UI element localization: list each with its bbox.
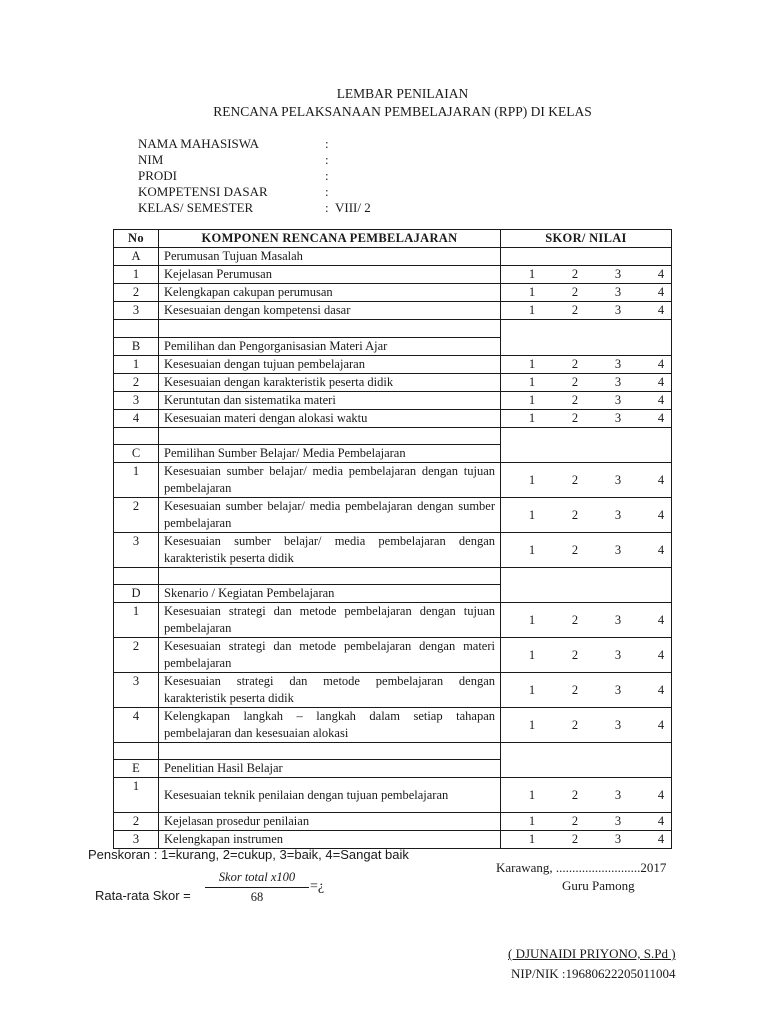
item-row [114,302,672,320]
score-option: 3 [614,832,622,846]
score-option: 1 [528,357,536,371]
score-option: 4 [657,832,665,846]
score-option: 4 [657,267,665,281]
item-row [114,603,672,638]
score-cell [501,533,672,568]
score-cell [501,374,672,392]
header-no: No [114,230,159,248]
item-text: Kelengkapan langkah – langkah dalam setiap tahapan pembelajaran dan kesesuaian alokasi [159,708,501,743]
item-text: Kesesuaian sumber belajar/ media pembelajaran dengan karakteristik peserta didik [159,533,501,568]
item-text: Kesesuaian materi dengan alokasi waktu [159,410,501,428]
score-option: 3 [614,682,622,697]
score-option: 4 [657,393,665,407]
score-option: 3 [614,411,622,425]
score-option: 2 [571,507,579,522]
score-option: 3 [614,285,622,299]
item-no: 3 [114,831,159,849]
score-option: 2 [571,787,579,802]
score-option: 4 [657,357,665,371]
score-option: 4 [657,612,665,627]
score-cell [501,463,672,498]
score-option: 1 [528,832,536,846]
item-no: 2 [114,498,159,533]
item-row [114,778,672,813]
section-letter: A [114,248,159,266]
item-text: Kesesuaian dengan tujuan pembelajaran [159,356,501,374]
score-option: 2 [571,411,579,425]
info-row [138,200,538,216]
average-score-label: Rata-rata Skor = [95,888,191,903]
score-option: 3 [614,357,622,371]
item-text: Kesesuaian strategi dan metode pembelajaran dengan tujuan pembelajaran [159,603,501,638]
score-option: 4 [657,411,665,425]
info-row [138,136,538,152]
info-row [138,184,538,200]
score-cell [501,392,672,410]
score-option: 1 [528,814,536,828]
item-row [114,410,672,428]
score-option: 1 [528,375,536,389]
item-no: 1 [114,356,159,374]
scoring-legend: Penskoran : 1=kurang, 2=cukup, 3=baik, 4=Sangat baik [88,847,409,862]
item-text: Kesesuaian sumber belajar/ media pembelajaran dengan tujuan pembelajaran [159,463,501,498]
info-row [138,152,538,168]
score-cell [501,356,672,374]
item-row [114,266,672,284]
item-text: Keruntutan dan sistematika materi [159,392,501,410]
score-option: 4 [657,472,665,487]
item-no: 1 [114,266,159,284]
form-title: LEMBAR PENILAIAN [336,86,469,101]
item-row [114,392,672,410]
section-row [114,760,672,778]
score-option: 4 [657,542,665,557]
spacer-row [114,428,672,445]
section-letter: E [114,760,159,778]
score-option: 1 [528,472,536,487]
score-option: 3 [614,507,622,522]
score-option: 1 [528,787,536,802]
place-date: Karawang, ..........................2017 [496,860,667,875]
score-option: 4 [657,285,665,299]
item-no: 4 [114,410,159,428]
item-text: Kejelasan prosedur penilaian [159,813,501,831]
score-option: 1 [528,411,536,425]
item-text: Kejelasan Perumusan [159,266,501,284]
score-option: 3 [614,303,622,317]
score-option: 4 [657,303,665,317]
score-option: 2 [571,612,579,627]
info-value: VIII/ 2 [335,200,371,215]
score-option: 4 [657,787,665,802]
score-option: 2 [571,814,579,828]
item-text: Kelengkapan instrumen [159,831,501,849]
score-option: 3 [614,542,622,557]
score-cell [501,603,672,638]
item-no: 3 [114,302,159,320]
spacer-row [114,743,672,760]
score-cell [501,778,672,813]
score-option: 2 [571,393,579,407]
section-title: Pemilihan Sumber Belajar/ Media Pembelajaran [159,445,501,463]
section-row [114,445,672,463]
item-text: Kesesuaian dengan karakteristik peserta didik [159,374,501,392]
score-option: 3 [614,267,622,281]
score-option: 3 [614,612,622,627]
info-colon: : [325,136,329,151]
score-option: 1 [528,507,536,522]
item-no: 3 [114,392,159,410]
item-row [114,498,672,533]
section-row [114,585,672,603]
info-row [138,168,538,184]
info-label: KOMPETENSI DASAR [138,184,268,199]
score-option: 2 [571,647,579,662]
item-row [114,638,672,673]
item-row [114,673,672,708]
score-option: 2 [571,682,579,697]
section-title: Skenario / Kegiatan Pembelajaran [159,585,501,603]
score-cell [501,302,672,320]
info-label: KELAS/ SEMESTER [138,200,254,215]
formula-result: =¿ [310,879,325,894]
score-option: 2 [571,472,579,487]
item-no: 2 [114,638,159,673]
info-colon: : [325,152,329,167]
item-no: 3 [114,533,159,568]
score-option: 2 [571,303,579,317]
score-option: 2 [571,717,579,732]
score-option: 1 [528,303,536,317]
score-option: 4 [657,717,665,732]
formula-numerator: Skor total x100 [205,870,309,888]
score-formula [205,870,309,905]
score-option: 2 [571,267,579,281]
item-row [114,831,672,849]
score-cell [501,266,672,284]
assessment-table [113,229,672,849]
score-cell [501,638,672,673]
item-row [114,813,672,831]
info-label: PRODI [138,168,178,183]
item-text: Kesesuaian strategi dan metode pembelajaran dengan materi pembelajaran [159,638,501,673]
item-no: 2 [114,284,159,302]
score-option: 3 [614,375,622,389]
score-option: 3 [614,787,622,802]
score-option: 4 [657,647,665,662]
info-colon: : [325,168,329,183]
item-no: 2 [114,813,159,831]
score-option: 4 [657,682,665,697]
score-cell [501,813,672,831]
item-row [114,284,672,302]
score-option: 2 [571,375,579,389]
score-option: 1 [528,285,536,299]
info-colon: : [325,184,329,199]
signer-name: ( DJUNAIDI PRIYONO, S.Pd ) [508,946,676,961]
info-colon: : [325,200,329,215]
score-option: 1 [528,267,536,281]
score-option: 2 [571,542,579,557]
item-text: Kesesuaian dengan kompetensi dasar [159,302,501,320]
section-title: Penelitian Hasil Belajar [159,760,501,778]
item-text: Kesesuaian teknik penilaian dengan tujuan pembelajaran [159,778,501,813]
header-component: KOMPONEN RENCANA PEMBELAJARAN [159,230,501,248]
info-label: NIM [138,152,164,167]
item-row [114,463,672,498]
score-option: 3 [614,647,622,662]
section-letter: D [114,585,159,603]
score-cell [501,410,672,428]
score-cell [501,673,672,708]
spacer-row [114,320,672,338]
header-score: SKOR/ NILAI [501,230,672,248]
item-no: 3 [114,673,159,708]
form-subtitle: RENCANA PELAKSANAAN PEMBELAJARAN (RPP) DI KELAS [213,104,592,119]
score-option: 3 [614,472,622,487]
score-cell [501,831,672,849]
score-option: 4 [657,814,665,828]
formula-denominator: 68 [250,890,264,904]
score-cell [501,498,672,533]
score-option: 1 [528,682,536,697]
score-cell [501,284,672,302]
signer-role: Guru Pamong [562,878,635,893]
student-info [138,136,538,216]
item-no: 1 [114,463,159,498]
signer-id: NIP/NIK :19680622205011004 [511,966,676,981]
score-option: 3 [614,814,622,828]
item-no: 2 [114,374,159,392]
section-row [114,338,672,356]
score-option: 1 [528,647,536,662]
item-no: 4 [114,708,159,743]
score-option: 4 [657,507,665,522]
section-letter: C [114,445,159,463]
item-no: 1 [114,778,159,813]
score-option: 3 [614,393,622,407]
score-option: 3 [614,717,622,732]
item-row [114,533,672,568]
item-text: Kelengkapan cakupan perumusan [159,284,501,302]
score-option: 1 [528,393,536,407]
score-option: 1 [528,717,536,732]
section-letter: B [114,338,159,356]
score-option: 1 [528,542,536,557]
score-cell [501,708,672,743]
section-title: Pemilihan dan Pengorganisasian Materi Ajar [159,338,501,356]
score-option: 1 [528,612,536,627]
item-text: Kesesuaian sumber belajar/ media pembelajaran dengan sumber pembelajaran [159,498,501,533]
item-row [114,374,672,392]
spacer-row [114,568,672,585]
score-option: 2 [571,832,579,846]
score-option: 4 [657,375,665,389]
info-label: NAMA MAHASISWA [138,136,259,151]
score-option: 2 [571,285,579,299]
item-no: 1 [114,603,159,638]
section-title: Perumusan Tujuan Masalah [159,248,501,266]
section-row [114,248,672,266]
item-row [114,356,672,374]
item-text: Kesesuaian strategi dan metode pembelajaran dengan karakteristik peserta didik [159,673,501,708]
score-option: 2 [571,357,579,371]
item-row [114,708,672,743]
